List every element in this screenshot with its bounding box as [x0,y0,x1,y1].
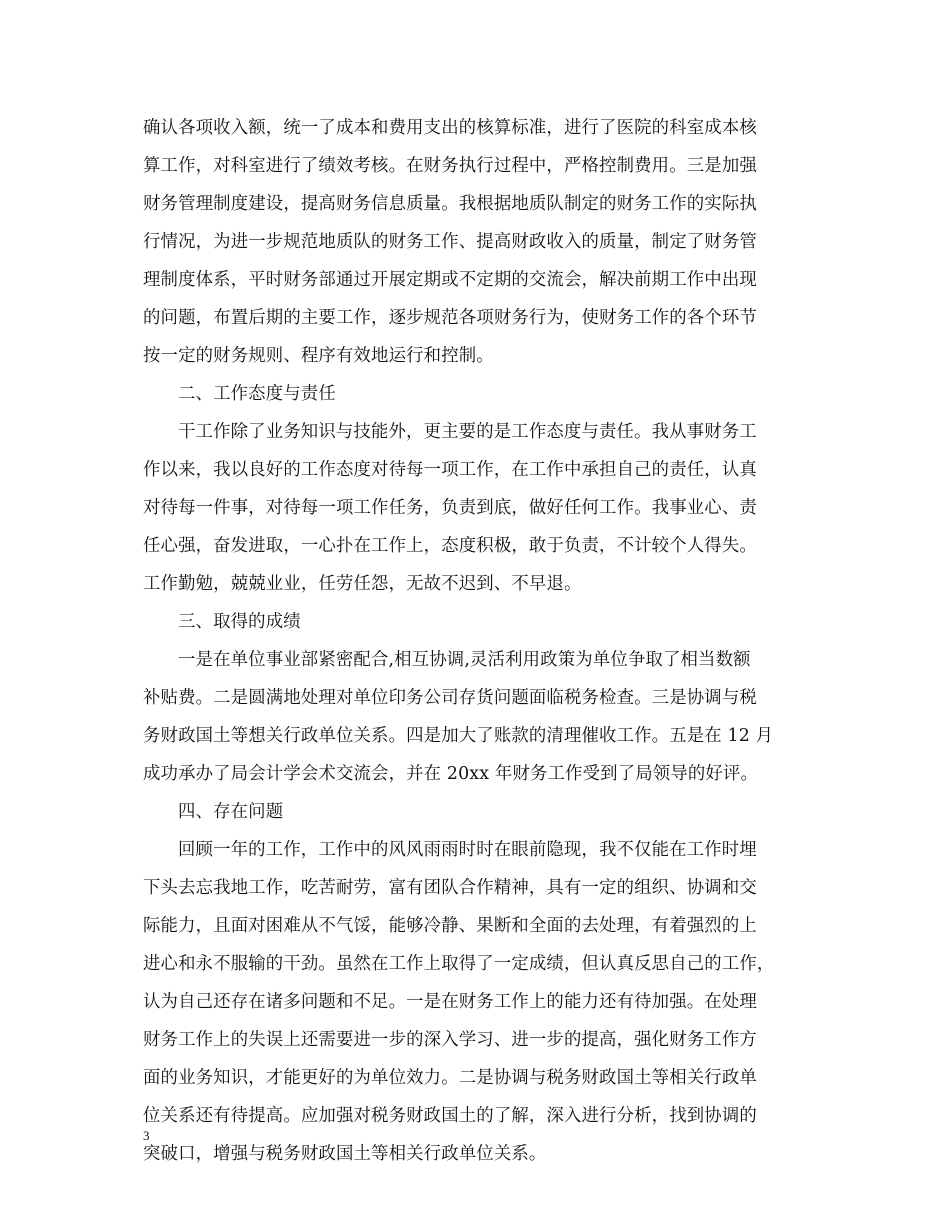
text-line: 进心和永不服输的干劲。虽然在工作上取得了一定成绩，但认真反思自己的工作， [143,954,775,974]
text-line: 突破口，增强与税务财政国土等相关行政单位关系。 [143,1144,547,1164]
text-line: 干工作除了业务知识与技能外，更主要的是工作态度与责任。我从事财务工 [178,422,757,442]
text-line: 算工作，对科室进行了绩效考核。在财务执行过程中，严格控制费用。三是加强 [143,156,757,176]
text-line: 财务管理制度建设，提高财务信息质量。我根据地质队制定的财务工作的实际执 [143,194,757,214]
page-number: 3 [143,1128,150,1143]
text-line: 务财政国土等想关行政单位关系。四是加大了账款的清理催收工作。五是在 12 月 [143,726,774,746]
text-line: 行情况，为进一步规范地质队的财务工作、提高财政收入的质量，制定了财务管 [143,232,757,252]
text-line: 一是在单位事业部紧密配合,相互协调,灵活利用政策为单位争取了相当数额 [178,650,751,670]
section-heading: 四、存在问题 [178,802,284,822]
text-line: 按一定的财务规则、程序有效地运行和控制。 [143,346,494,366]
text-line: 位关系还有待提高。应加强对税务财政国土的了解，深入进行分析，找到协调的 [143,1106,757,1126]
text-line: 认为自己还存在诸多问题和不足。一是在财务工作上的能力还有待加强。在处理 [143,992,757,1012]
text-line: 财务工作上的失误上还需要进一步的深入学习、进一步的提高，强化财务工作方 [143,1030,757,1050]
text-line: 任心强，奋发进取，一心扑在工作上，态度积极，敢于负责，不计较个人得失。 [143,536,757,556]
text-line: 确认各项收入额，统一了成本和费用支出的核算标准，进行了医院的科室成本核 [143,118,757,138]
section-heading: 三、取得的成绩 [178,612,301,632]
text-line: 的问题，布置后期的主要工作，逐步规范各项财务行为，使财务工作的各个环节 [143,308,757,328]
text-line: 际能力，且面对困难从不气馁，能够冷静、果断和全面的去处理，有着强烈的上 [143,916,757,936]
text-line: 回顾一年的工作，工作中的风风雨雨时时在眼前隐现，我不仅能在工作时埋 [178,840,757,860]
text-line: 理制度体系，平时财务部通过开展定期或不定期的交流会，解决前期工作中出现 [143,270,757,290]
text-line: 成功承办了局会计学会术交流会，并在 20xx 年财务工作受到了局领导的好评。 [143,764,759,784]
text-line: 下头去忘我地工作，吃苦耐劳，富有团队合作精神，具有一定的组织、协调和交 [143,878,757,898]
section-heading: 二、工作态度与责任 [178,384,336,404]
text-line: 对待每一件事，对待每一项工作任务，负责到底，做好任何工作。我事业心、责 [143,498,757,518]
text-line: 作以来，我以良好的工作态度对待每一项工作，在工作中承担自己的责任，认真 [143,460,757,480]
text-line: 工作勤勉，兢兢业业，任劳任怨，无故不迟到、不早退。 [143,574,582,594]
text-line: 面的业务知识，才能更好的为单位效力。二是协调与税务财政国土等相关行政单 [143,1068,757,1088]
text-line: 补贴费。二是圆满地处理对单位印务公司存货问题面临税务检查。三是协调与税 [143,688,757,708]
